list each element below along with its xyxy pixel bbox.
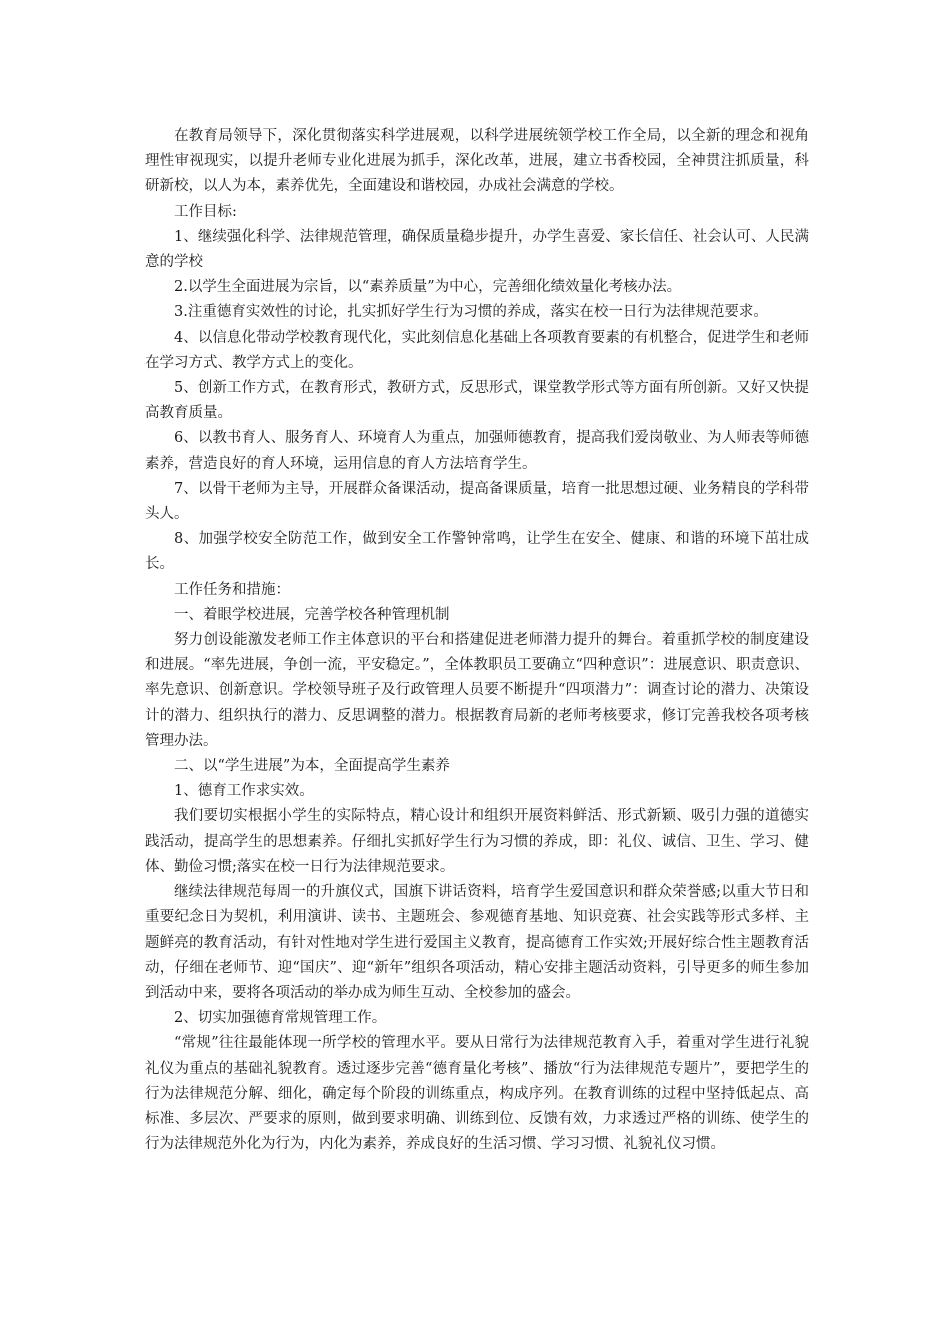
heading-tasks-measures: 工作任务和措施： xyxy=(174,581,290,598)
subsection-2-paragraph: “常规”往往最能体现一所学校的管理水平。要从日常行为法律规范教育入手，着重对学生进行礼貌礼仪为重点的基础礼貌教育。透过逐步完善“德育量化考核”、播放“行为法律规范专题片”，要把学生的行为法律规范分解、细化，确定每个阶段的训练重点，构成序列。在教育训练的过程中坚持低起点、高标准、多层次、严要求的原则，做到要求明确、训练到位、反馈有效，力求透过严格的训练、使学生的行为法律规范外化为行为，内化为素养，养成良好的生活习惯、学习习惯、礼貌礼仪习惯。 xyxy=(145,1035,809,1153)
goal-item-3: 3.注重德育实效性的讨论，扎实抓好学生行为习惯的养成，落实在校一日行为法律规范要求。 xyxy=(174,304,768,321)
goal-item-4: 4、以信息化带动学校教育现代化，实此刻信息化基础上各项教育要素的有机整合，促进学生和老师在学习方式、教学方式上的变化。 xyxy=(145,329,809,371)
goal-item-8: 8、加强学校安全防范工作，做到安全工作警钟常鸣，让学生在安全、健康、和谐的环境下茁壮成长。 xyxy=(145,531,809,573)
intro-paragraph: 在教育局领导下，深化贯彻落实科学进展观，以科学进展统领学校工作全局，以全新的理念和视角理性审视现实，以提升老师专业化进展为抓手，深化改革，进展，建立书香校园，全神贯注抓质量，科研新校，以人为本，素养优先，全面建设和谐校园，办成社会满意的学校。 xyxy=(145,128,809,195)
subsection-1-paragraph-1: 我们要切实根据小学生的实际特点，精心设计和组织开展资料鲜活、形式新颖、吸引力强的道德实践活动，提高学生的思想素养。仔细扎实抓好学生行为习惯的养成，即：礼仪、诚信、卫生、学习、健体、勤俭习惯;落实在校一日行为法律规范要求。 xyxy=(145,808,809,875)
goal-item-6: 6、以教书育人、服务育人、环境育人为重点，加强师德教育，提高我们爱岗敬业、为人师表等师德素养，营造良好的育人环境，运用信息的育人方法培育学生。 xyxy=(145,430,809,472)
goal-item-5: 5、创新工作方式，在教育形式，教研方式，反思形式，课堂教学形式等方面有所创新。又好又快提高教育质量。 xyxy=(145,380,809,422)
goal-item-7: 7、以骨干老师为主导，开展群众备课活动，提高备课质量，培育一批思想过硬、业务精良的学科带头人。 xyxy=(145,480,809,523)
section-1-paragraph: 努力创设能激发老师工作主体意识的平台和搭建促进老师潜力提升的舞台。着重抓学校的制度建设和进展。“率先进展，争创一流，平安稳定。”，全体教职员工要确立“四种意识”：进展意识、职责意识、率先意识、创新意识。学校领导班子及行政管理人员要不断提升“四项潜力”：调查讨论的潜力、决策设计的潜力、组织执行的潜力、反思调整的潜力。根据教育局新的老师考核要求，修订完善我校各项考核管理办法。 xyxy=(145,632,809,749)
section-heading-1: 一、着眼学校进展，完善学校各种管理机制 xyxy=(174,606,450,623)
section-heading-2: 二、以“学生进展”为本，全面提高学生素养 xyxy=(174,758,450,775)
document-body xyxy=(145,124,809,1157)
subsection-1-paragraph-2: 继续法律规范每周一的升旗仪式，国旗下讲话资料，培育学生爱国意识和群众荣誉感;以重大节日和重要纪念日为契机，利用演讲、读书、主题班会、参观德育基地、知识竞赛、社会实践等形式多样、主题鲜亮的教育活动，有针对性地对学生进行爱国主义教育，提高德育工作实效;开展好综合性主题教育活动，仔细在老师节、迎“国庆”、迎“新年”组织各项活动，精心安排主题活动资料，引导更多的师生参加到活动中来，要将各项活动的举办成为师生互动、全校参加的盛会。 xyxy=(145,884,809,1001)
goal-item-2: 2.以学生全面进展为宗旨，以“素养质量”为中心，完善细化绩效量化考核办法。 xyxy=(174,279,682,296)
heading-work-goals: 工作目标: xyxy=(174,203,237,220)
subsection-heading-1: 1、德育工作求实效。 xyxy=(174,783,314,800)
subsection-heading-2: 2、切实加强德育常规管理工作。 xyxy=(174,1010,387,1027)
goal-item-1: 1、继续强化科学、法律规范管理，确保质量稳步提升，办学生喜爱、家长信任、社会认可、人民满意的学校 xyxy=(145,228,809,271)
